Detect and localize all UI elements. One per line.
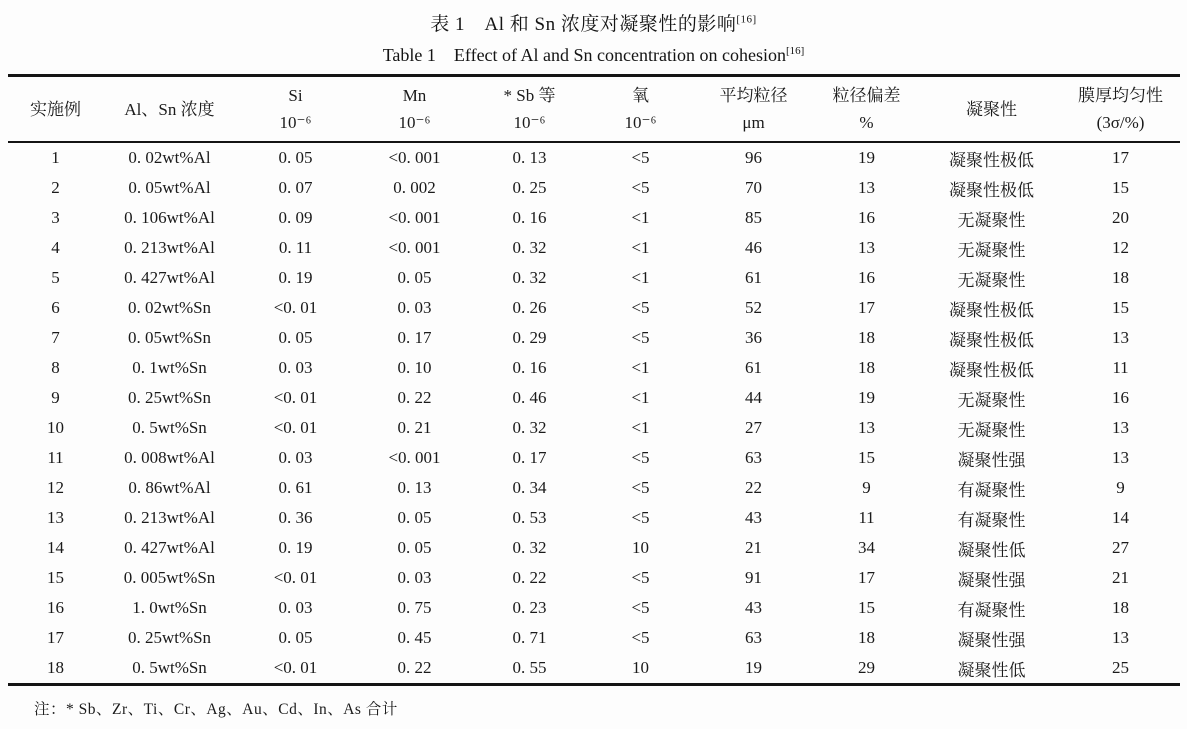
column-header: Mn 10⁻⁶: [398, 86, 431, 132]
table-cell: 0. 213wt%Al: [124, 238, 215, 257]
table-cell: <5: [631, 148, 650, 167]
table-cell: 凝聚性极低: [949, 180, 1034, 200]
table-cell: <5: [631, 478, 650, 497]
table-cell: <5: [631, 328, 650, 347]
table-cell: 11: [47, 448, 64, 467]
table-cell: 凝聚性极低: [949, 330, 1034, 350]
table-cell: <1: [631, 358, 650, 377]
table-cell: 11: [858, 508, 875, 527]
table-cell: 0. 61: [278, 478, 313, 497]
table-cell: <1: [631, 268, 650, 287]
table-cell: 0. 16: [512, 358, 547, 377]
table-cell: 凝聚性极低: [949, 360, 1034, 380]
table-cell: 凝聚性极低: [949, 150, 1034, 170]
table-cell: 17: [858, 298, 875, 317]
table-cell: 13: [1112, 628, 1129, 647]
table-cell: 13: [1112, 448, 1129, 467]
table-cell: 9: [862, 478, 871, 497]
table-cell: 无凝聚性: [957, 240, 1026, 260]
table-cell: 20: [1112, 208, 1129, 227]
table-cell: 9: [1116, 478, 1125, 497]
table-row: [8, 263, 1180, 293]
table-cell: 0. 22: [512, 568, 547, 587]
table-cell: <0. 001: [388, 208, 441, 227]
table-cell: 13: [858, 178, 875, 197]
table-cell: 43: [745, 508, 762, 527]
table-row: [8, 142, 1180, 173]
table-cell: 18: [1112, 598, 1129, 617]
column-header: 粒径偏差 %: [832, 86, 901, 132]
table-cell: <5: [631, 598, 650, 617]
table-cell: <5: [631, 298, 650, 317]
table-cell: 0. 09: [278, 208, 313, 227]
table-cell: 3: [51, 208, 60, 227]
table-cell: 18: [858, 358, 875, 377]
table-cell: 0. 03: [278, 598, 313, 617]
table-cell: 0. 213wt%Al: [124, 508, 215, 527]
table-cell: 13: [858, 418, 875, 437]
table-cell: 0. 25wt%Sn: [127, 388, 212, 407]
table-cell: 19: [745, 658, 762, 677]
table-cell: 18: [1112, 268, 1129, 287]
table-cell: 0. 427wt%Al: [124, 538, 215, 557]
table-cell: 16: [47, 598, 64, 617]
table-cell: <1: [631, 388, 650, 407]
table-cell: 凝聚性强: [957, 630, 1026, 650]
table-cell: 0. 05: [278, 628, 313, 647]
table-cell: <1: [631, 418, 650, 437]
table-row: [8, 173, 1180, 203]
citation-ref-zh: [16]: [736, 13, 757, 26]
table-cell: 19: [858, 388, 875, 407]
table-row: [8, 653, 1180, 685]
table-cell: 16: [1112, 388, 1129, 407]
table-header-row: [8, 76, 1180, 143]
table-cell: 0. 17: [512, 448, 547, 467]
table-cell: 0. 32: [512, 418, 547, 437]
table-header: [8, 76, 1180, 143]
table-cell: 5: [51, 268, 60, 287]
column-header: 氧 10⁻⁶: [624, 86, 657, 132]
table-cell: 0. 26: [512, 298, 547, 317]
citation-ref-en: [16]: [785, 45, 805, 57]
table-cell: 0. 29: [512, 328, 547, 347]
table-cell: 0. 07: [278, 178, 313, 197]
table-cell: 14: [1112, 508, 1129, 527]
table-cell: 0. 19: [278, 538, 313, 557]
table-cell: 0. 03: [397, 298, 432, 317]
table-cell: <0. 01: [273, 418, 318, 437]
table-body: [8, 142, 1180, 685]
table-cell: 85: [745, 208, 762, 227]
table-row: [8, 623, 1180, 653]
table-row: [8, 323, 1180, 353]
table-cell: 凝聚性强: [957, 450, 1026, 470]
table-cell: 0. 05: [278, 148, 313, 167]
table-cell: 10: [47, 418, 64, 437]
table-cell: 凝聚性低: [957, 540, 1026, 560]
table-cell: 0. 25wt%Sn: [127, 628, 212, 647]
table-cell: 无凝聚性: [957, 390, 1026, 410]
table-cell: 18: [47, 658, 64, 677]
table-cell: 15: [1112, 178, 1129, 197]
table-cell: 18: [858, 328, 875, 347]
table-row: [8, 443, 1180, 473]
table-cell: 0. 17: [397, 328, 432, 347]
table-cell: 0. 05wt%Sn: [127, 328, 212, 347]
column-header: 膜厚均匀性 (3σ/%): [1078, 86, 1163, 132]
table-cell: 63: [745, 628, 762, 647]
table-cell: 0. 32: [512, 238, 547, 257]
table-cell: 0. 03: [397, 568, 432, 587]
table-row: [8, 473, 1180, 503]
table-cell: <1: [631, 208, 650, 227]
table-cell: 27: [745, 418, 762, 437]
table-cell: <0. 01: [273, 298, 318, 317]
table-cell: 15: [1112, 298, 1129, 317]
table-cell: 0. 16: [512, 208, 547, 227]
table-cell: 61: [745, 268, 762, 287]
table-cell: <0. 001: [388, 238, 441, 257]
table-cell: 0. 5wt%Sn: [132, 418, 207, 437]
table-row: [8, 593, 1180, 623]
table-cell: 91: [745, 568, 762, 587]
column-header: Al、Sn 浓度: [124, 99, 215, 119]
table-caption-zh-text: 表 1 Al 和 Sn 浓度对凝聚性的影响: [430, 14, 737, 35]
table-caption-en-text: Table 1 Effect of Al and Sn concentration on cohesion: [382, 45, 786, 65]
table-cell: 0. 13: [512, 148, 547, 167]
table-cell: 0. 002: [393, 178, 436, 197]
table-cell: 0. 21: [397, 418, 432, 437]
table-cell: <0. 001: [388, 148, 441, 167]
table-cell: 0. 46: [512, 388, 547, 407]
table-caption-zh: [0, 0, 1187, 36]
table-cell: 13: [858, 238, 875, 257]
table-cell: 21: [1112, 568, 1129, 587]
table-cell: 0. 25: [512, 178, 547, 197]
table-cell: 13: [47, 508, 64, 527]
table-cell: 无凝聚性: [957, 270, 1026, 290]
table-cell: 凝聚性极低: [949, 300, 1034, 320]
table-cell: 17: [1112, 148, 1129, 167]
table-cell: 0. 23: [512, 598, 547, 617]
table-cell: 凝聚性低: [957, 660, 1026, 680]
table-cell: 21: [745, 538, 762, 557]
table-footnote: 注：* Sb、Zr、Ti、Cr、Ag、Au、Cd、In、As 合计: [34, 701, 398, 718]
table-cell: 0. 106wt%Al: [124, 208, 215, 227]
table-cell: <5: [631, 628, 650, 647]
table-cell: 63: [745, 448, 762, 467]
table-cell: 0. 32: [512, 538, 547, 557]
table-cell: <1: [631, 238, 650, 257]
table-cell: 25: [1112, 658, 1129, 677]
table-cell: 6: [51, 298, 60, 317]
table-cell: 0. 36: [278, 508, 313, 527]
table-cell: 10: [632, 538, 649, 557]
table-cell: 1: [51, 148, 60, 167]
table-cell: 4: [51, 238, 60, 257]
column-header: 凝聚性: [966, 99, 1017, 119]
table-cell: 0. 05: [278, 328, 313, 347]
table-cell: 0. 32: [512, 268, 547, 287]
table-row: [8, 563, 1180, 593]
table-cell: 13: [1112, 328, 1129, 347]
table-cell: 19: [858, 148, 875, 167]
table-cell: 无凝聚性: [957, 210, 1026, 230]
column-header: * Sb 等 10⁻⁶: [503, 86, 556, 132]
table-cell: 27: [1112, 538, 1129, 557]
table-cell: 有凝聚性: [957, 480, 1026, 500]
table-cell: 0. 1wt%Sn: [132, 358, 207, 377]
table-cell: 0. 05wt%Al: [128, 178, 211, 197]
table-cell: 0. 86wt%Al: [128, 478, 211, 497]
table-cell: 29: [858, 658, 875, 677]
table-cell: 17: [858, 568, 875, 587]
table-row: [8, 353, 1180, 383]
table-cell: 34: [858, 538, 875, 557]
table-cell: 22: [745, 478, 762, 497]
table-cell: 15: [858, 448, 875, 467]
table-cell: 凝聚性强: [957, 570, 1026, 590]
table-cell: <5: [631, 178, 650, 197]
table-cell: 0. 71: [512, 628, 547, 647]
table-cell: 0. 03: [278, 358, 313, 377]
table-cell: 0. 05: [397, 508, 432, 527]
table-cell: 16: [858, 268, 875, 287]
table-row: [8, 413, 1180, 443]
table-cell: <0. 001: [388, 448, 441, 467]
table-cell: 0. 5wt%Sn: [132, 658, 207, 677]
table-cell: 46: [745, 238, 762, 257]
table-caption-en: [0, 41, 1187, 67]
table-cell: 14: [47, 538, 64, 557]
table-cell: 0. 03: [278, 448, 313, 467]
table-cell: 0. 19: [278, 268, 313, 287]
table-cell: 13: [1112, 418, 1129, 437]
table-cell: 0. 22: [397, 388, 432, 407]
table-cell: <5: [631, 448, 650, 467]
table-row: [8, 293, 1180, 323]
table-cell: 0. 02wt%Al: [128, 148, 211, 167]
table-cell: <0. 01: [273, 388, 318, 407]
table-row: [8, 503, 1180, 533]
table-cell: 70: [745, 178, 762, 197]
table-cell: 52: [745, 298, 762, 317]
table-cell: 96: [745, 148, 762, 167]
table-cell: 1. 0wt%Sn: [132, 598, 207, 617]
table-row: [8, 533, 1180, 563]
data-table: [8, 74, 1180, 686]
table-cell: 无凝聚性: [957, 420, 1026, 440]
table-cell: 9: [51, 388, 60, 407]
table-cell: 0. 02wt%Sn: [127, 298, 212, 317]
table-cell: 0. 13: [397, 478, 432, 497]
table-row: [8, 233, 1180, 263]
column-header: Si 10⁻⁶: [279, 86, 312, 132]
table-cell: 8: [51, 358, 60, 377]
table-cell: 0. 55: [512, 658, 547, 677]
table-cell: 36: [745, 328, 762, 347]
table-cell: 15: [858, 598, 875, 617]
table-cell: <5: [631, 508, 650, 527]
table-cell: <0. 01: [273, 568, 318, 587]
table-cell: 0. 75: [397, 598, 432, 617]
table-cell: 0. 005wt%Sn: [123, 568, 216, 587]
table-cell: 44: [745, 388, 762, 407]
table-cell: 0. 45: [397, 628, 432, 647]
table-cell: 0. 10: [397, 358, 432, 377]
table-cell: 有凝聚性: [957, 600, 1026, 620]
table-cell: 0. 11: [278, 238, 313, 257]
table-cell: 2: [51, 178, 60, 197]
table-cell: 12: [1112, 238, 1129, 257]
table-cell: 17: [47, 628, 64, 647]
table-cell: <5: [631, 568, 650, 587]
column-header: 平均粒径 μm: [719, 86, 788, 132]
table-cell: 12: [47, 478, 64, 497]
table-cell: 18: [858, 628, 875, 647]
table-cell: 0. 34: [512, 478, 547, 497]
table-cell: 43: [745, 598, 762, 617]
table-cell: 11: [1112, 358, 1129, 377]
table-cell: 15: [47, 568, 64, 587]
table-cell: 0. 427wt%Al: [124, 268, 215, 287]
table-row: [8, 383, 1180, 413]
table-cell: 0. 22: [397, 658, 432, 677]
table-cell: 16: [858, 208, 875, 227]
column-header: 实施例: [30, 99, 81, 119]
table-cell: 7: [51, 328, 60, 347]
table-cell: 有凝聚性: [957, 510, 1026, 530]
table-cell: 61: [745, 358, 762, 377]
table-cell: 0. 008wt%Al: [124, 448, 215, 467]
table-cell: 10: [632, 658, 649, 677]
table-cell: 0. 53: [512, 508, 547, 527]
table-cell: <0. 01: [273, 658, 318, 677]
table-row: [8, 203, 1180, 233]
table-cell: 0. 05: [397, 538, 432, 557]
table-cell: 0. 05: [397, 268, 432, 287]
